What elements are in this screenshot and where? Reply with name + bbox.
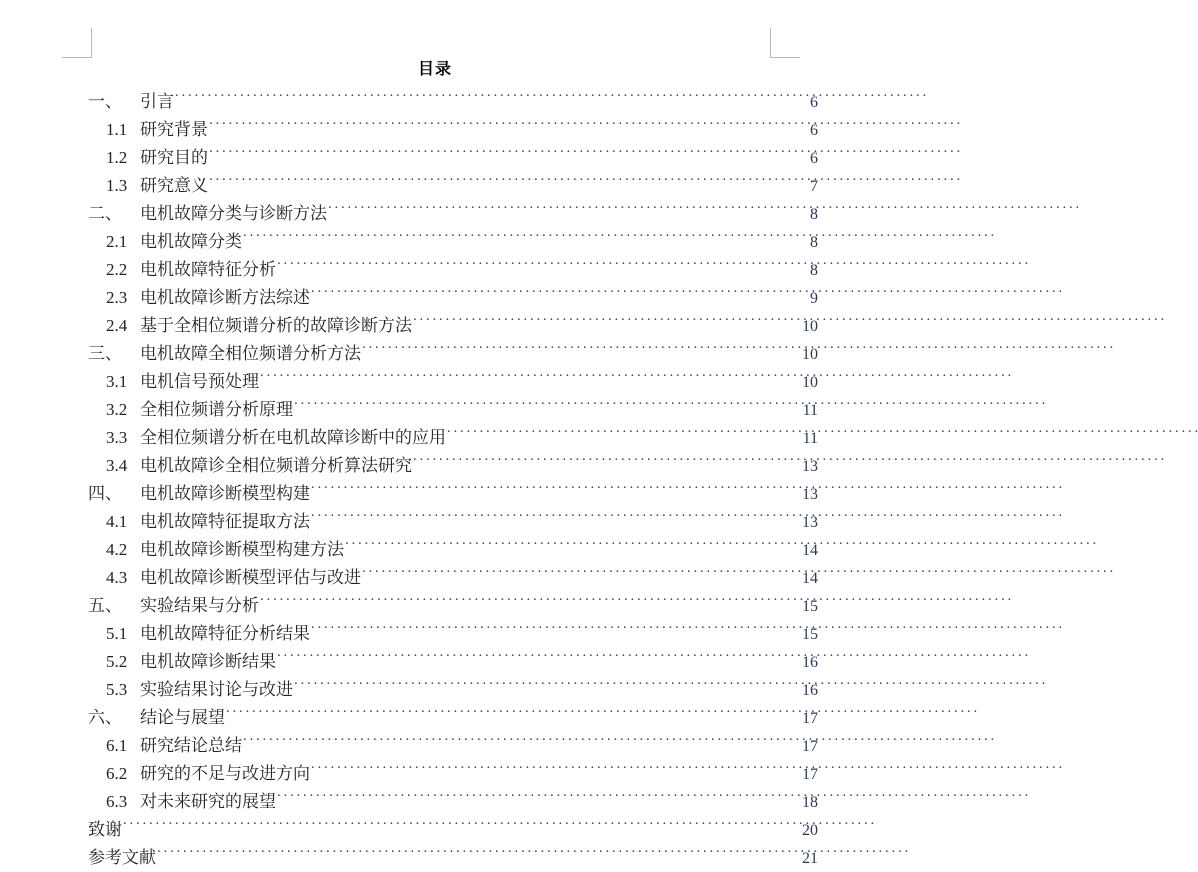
dot-leader — [226, 706, 797, 723]
toc-page-number: 14 — [802, 570, 818, 587]
toc-page-number: 13 — [802, 458, 818, 475]
toc-entry-number: 2.4 — [106, 316, 128, 335]
toc-entry-number: 3.2 — [106, 400, 128, 419]
dot-leader — [294, 398, 797, 415]
toc-entry-label — [106, 116, 208, 143]
toc-page-number: 8 — [810, 206, 818, 223]
toc-entry-text: 全相位频谱分析在电机故障诊断中的应用 — [140, 428, 446, 447]
dot-leader — [362, 342, 797, 359]
dot-leader — [311, 482, 797, 499]
toc-entry-text: 实验结果与分析 — [140, 596, 259, 615]
toc-entry-label — [106, 396, 293, 423]
dot-leader — [413, 454, 797, 471]
toc-page-number: 17 — [802, 710, 818, 727]
toc-entry-text: 电机故障分类与诊断方法 — [140, 204, 327, 223]
toc-entry-number: 4.1 — [106, 512, 128, 531]
toc-entry-text: 电机故障特征分析结果 — [140, 624, 310, 643]
toc-page-number: 16 — [802, 682, 818, 699]
toc-entry-label — [106, 284, 310, 311]
toc-page-number: 17 — [802, 738, 818, 755]
toc-entry-text: 电机故障全相位频谱分析方法 — [140, 344, 361, 363]
toc-page-number: 11 — [802, 402, 818, 419]
dot-leader — [294, 678, 797, 695]
toc-page-number: 6 — [810, 150, 818, 167]
toc-entry-number: 4.3 — [106, 568, 128, 587]
toc-page-number: 15 — [802, 626, 818, 643]
toc-entry-number: 六、 — [88, 708, 122, 727]
toc-entry-number: 2.3 — [106, 288, 128, 307]
toc-page-number: 10 — [802, 374, 818, 391]
toc-entry-number: 1.1 — [106, 120, 128, 139]
toc-entry-number: 3.4 — [106, 456, 128, 475]
toc-entry-label — [88, 816, 122, 843]
toc-page-number: 16 — [802, 654, 818, 671]
toc-entry-number: 五、 — [88, 596, 122, 615]
toc-entry-number: 4.2 — [106, 540, 128, 559]
toc-entry-number: 6.2 — [106, 764, 128, 783]
toc-entry-number: 5.1 — [106, 624, 128, 643]
toc-page-number: 13 — [802, 486, 818, 503]
dot-leader — [243, 734, 797, 751]
toc-entry-text: 结论与展望 — [140, 708, 225, 727]
dot-leader — [209, 118, 797, 135]
toc-entry-text: 电机故障特征分析 — [140, 260, 276, 279]
toc-entry-label — [88, 592, 259, 619]
toc-entry-label — [88, 844, 156, 871]
dot-leader — [260, 594, 797, 611]
toc-entry-number: 二、 — [88, 204, 122, 223]
toc-entry-number: 三、 — [88, 344, 122, 363]
toc-entry-label — [106, 424, 446, 451]
toc-entry[interactable] — [0, 844, 870, 872]
toc-entry-text: 电机故障诊断模型构建 — [140, 484, 310, 503]
toc-page-number: 8 — [810, 234, 818, 251]
toc-page-number: 14 — [802, 542, 818, 559]
toc-entry-text: 电机故障分类 — [140, 232, 242, 251]
toc-entry-text: 电机故障诊断方法综述 — [140, 288, 310, 307]
toc-entry-text: 研究背景 — [140, 120, 208, 139]
dot-leader — [123, 818, 797, 835]
dot-leader — [362, 566, 797, 583]
toc-page-number: 21 — [802, 850, 818, 867]
toc-entry-number: 2.1 — [106, 232, 128, 251]
toc-entry-text: 电机故障诊断模型构建方法 — [140, 540, 344, 559]
toc-entry-number: 6.3 — [106, 792, 128, 811]
toc-page-number: 8 — [810, 262, 818, 279]
toc-entry-label — [106, 368, 259, 395]
toc-entry-text: 研究目的 — [140, 148, 208, 167]
toc-entry-number: 5.3 — [106, 680, 128, 699]
toc-page-number: 6 — [810, 94, 818, 111]
toc-entry-number: 6.1 — [106, 736, 128, 755]
toc-entry-number: 一、 — [88, 92, 122, 111]
page-title: 目录 — [417, 61, 452, 78]
dot-leader — [260, 370, 797, 387]
toc-entry-text: 对未来研究的展望 — [140, 792, 276, 811]
toc-entry-text: 参考文献 — [88, 848, 156, 867]
toc-entry-number: 1.3 — [106, 176, 128, 195]
dot-leader — [277, 258, 797, 275]
toc-entry-label — [88, 704, 225, 731]
dot-leader — [209, 146, 797, 163]
dot-leader — [175, 90, 797, 107]
toc-entry-text: 基于全相位频谱分析的故障诊断方法 — [140, 316, 412, 335]
toc-entry-label — [106, 144, 208, 171]
toc-entry-text: 电机信号预处理 — [140, 372, 259, 391]
toc-entry-text: 全相位频谱分析原理 — [140, 400, 293, 419]
toc-page-number: 13 — [802, 514, 818, 531]
toc-entry-label — [88, 480, 310, 507]
toc-entry-label — [106, 732, 242, 759]
dot-leader — [447, 426, 797, 443]
toc-entry-number: 3.1 — [106, 372, 128, 391]
dot-leader — [345, 538, 797, 555]
toc-entry-number: 1.2 — [106, 148, 128, 167]
toc-page-number: 7 — [810, 178, 818, 195]
dot-leader — [157, 846, 797, 863]
toc-page-number: 10 — [802, 318, 818, 335]
dot-leader — [209, 174, 797, 191]
toc-entry-label — [106, 508, 310, 535]
toc-entry-number: 四、 — [88, 484, 122, 503]
toc-page-number: 15 — [802, 598, 818, 615]
toc-entry-label — [106, 172, 208, 199]
toc-entry-label — [106, 648, 276, 675]
toc-entry-text: 电机故障诊断模型评估与改进 — [140, 568, 361, 587]
toc-entry-text: 电机故障诊断结果 — [140, 652, 276, 671]
dot-leader — [328, 202, 797, 219]
toc-page-number: 9 — [810, 290, 818, 307]
toc-entry-text: 研究结论总结 — [140, 736, 242, 755]
dot-leader — [311, 762, 797, 779]
toc-page-number: 6 — [810, 122, 818, 139]
toc-entry-list — [0, 88, 870, 872]
toc-entry-text: 引言 — [140, 92, 174, 111]
toc-entry-text: 致谢 — [88, 820, 122, 839]
toc-entry-text: 电机故障特征提取方法 — [140, 512, 310, 531]
toc-entry-text: 研究的不足与改进方向 — [140, 764, 310, 783]
toc-entry-number: 5.2 — [106, 652, 128, 671]
dot-leader — [413, 314, 797, 331]
dot-leader — [311, 510, 797, 527]
toc-entry-label — [106, 228, 242, 255]
dot-leader — [311, 286, 797, 303]
dot-leader — [243, 230, 797, 247]
toc-page-number: 10 — [802, 346, 818, 363]
toc-page-number: 17 — [802, 766, 818, 783]
toc-entry-text: 研究意义 — [140, 176, 208, 195]
toc-entry-label — [106, 536, 344, 563]
toc-page-number: 20 — [802, 822, 818, 839]
toc-page-number: 11 — [802, 430, 818, 447]
dot-leader — [311, 622, 797, 639]
toc-entry-label — [88, 88, 174, 115]
dot-leader — [277, 650, 797, 667]
dot-leader — [277, 790, 797, 807]
toc-entry-number: 3.3 — [106, 428, 128, 447]
toc-entry-number: 2.2 — [106, 260, 128, 279]
toc-entry-text: 实验结果讨论与改进 — [140, 680, 293, 699]
toc-page-number: 18 — [802, 794, 818, 811]
toc-entry-text: 电机故障诊全相位频谱分析算法研究 — [140, 456, 412, 475]
toc-entry-label — [106, 256, 276, 283]
